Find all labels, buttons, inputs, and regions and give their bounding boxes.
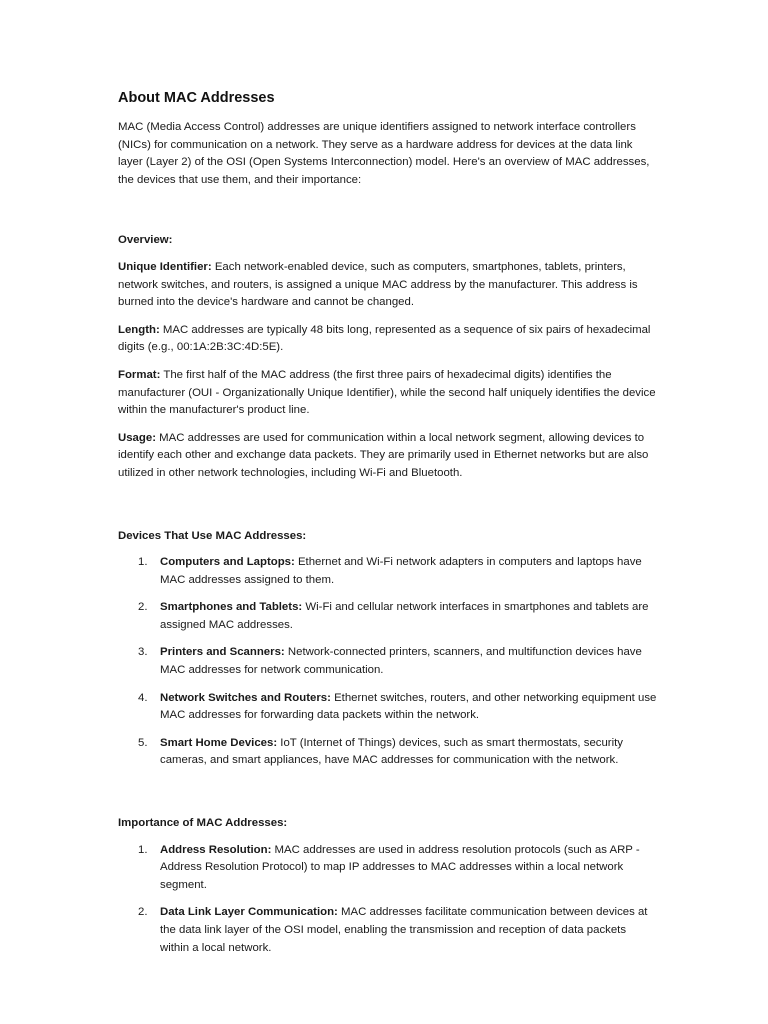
overview-label: Unique Identifier: [118,260,212,273]
list-item-label: Computers and Laptops: [160,556,295,569]
list-item-label: Smartphones and Tablets: [160,601,303,614]
page-title: About MAC Addresses [118,90,275,106]
list-item [118,904,658,957]
overview-text: The first half of the MAC address (the first three pairs of hexadecimal digits) identifies the manufacturer (OUI - Organizationally Unique Identifier), while the second half uniquely identifies the device within the manufacturer's product line. [118,368,656,417]
overview-item-length [118,322,658,357]
overview-label: Usage: [118,431,156,444]
list-number: 2. [138,906,148,919]
overview-item-format [118,367,658,420]
list-number: 2. [138,601,148,614]
devices-heading: Devices That Use MAC Addresses: [118,529,307,542]
list-number: 5. [138,736,148,749]
list-item-label: Smart Home Devices: [160,736,278,749]
overview-text: Each network-enabled device, such as computers, smartphones, tablets, printers, network switches, and routers, is assigned a unique MAC address by the manufacturer. This address is burned into the device's hardware and cannot be changed. [118,260,638,309]
overview-item-usage [118,430,658,483]
list-item-text: MAC addresses are used in address resolution protocols (such as ARP - Address Resolution Protocol) to map IP addresses to MAC addresses within a local network segment. [160,843,640,891]
list-item-label: Data Link Layer Communication: [160,906,338,919]
list-item-text: Ethernet switches, routers, and other networking equipment use MAC addresses for forwarding data packets within the network. [160,691,657,722]
list-item-text: Network-connected printers, scanners, and multifunction devices have MAC addresses for network communication. [160,646,642,677]
list-number: 4. [138,691,148,704]
devices-list [118,554,658,770]
list-item [118,599,658,634]
list-item-label: Network Switches and Routers: [160,691,331,704]
list-item-label: Address Resolution: [160,843,272,856]
list-number: 1. [138,556,148,569]
list-item [118,554,658,589]
list-item-label: Printers and Scanners: [160,646,285,659]
list-number: 3. [138,646,148,659]
overview-text: MAC addresses are used for communication within a local network segment, allowing devices to identify each other and exchange data packets. They are primarily used in Ethernet networks but are also utilized in other network technologies, including Wi-Fi and Bluetooth. [118,431,649,479]
list-item-text: MAC addresses facilitate communication between devices at the data link layer of the OSI model, enabling the transmission and reception of data packets within a local network. [160,906,648,954]
overview-heading: Overview: [118,234,173,247]
list-item [118,690,658,725]
overview-text: MAC addresses are typically 48 bits long, represented as a sequence of six pairs of hexadecimal digits (e.g., 00:1A:2B:3C:4D:5E). [118,323,651,354]
intro-paragraph: MAC (Media Access Control) addresses are unique identifiers assigned to network interface controllers (NICs) for communication on a network. They serve as a hardware address for devices at the data link layer (Layer 2) of the OSI (Open Systems Interconnection) model. Here's an overview of MAC addresses, the devices that use them, and their importance: [118,121,650,186]
list-item [118,842,658,895]
importance-list [118,842,658,958]
list-number: 1. [138,843,148,856]
document-content [118,88,658,967]
overview-item-unique-identifier [118,259,658,312]
overview-label: Format: [118,368,161,381]
list-item [118,735,658,770]
list-item-text: Ethernet and Wi-Fi network adapters in computers and laptops have MAC addresses assigned to them. [160,556,642,586]
list-item-text: IoT (Internet of Things) devices, such as smart thermostats, security cameras, and smart appliances, have MAC addresses for communication with the network. [160,736,623,767]
list-item [118,644,658,679]
list-item-text: Wi-Fi and cellular network interfaces in smartphones and tablets are assigned MAC addresses. [160,601,649,631]
importance-heading: Importance of MAC Addresses: [118,817,288,830]
overview-label: Length: [118,323,160,336]
